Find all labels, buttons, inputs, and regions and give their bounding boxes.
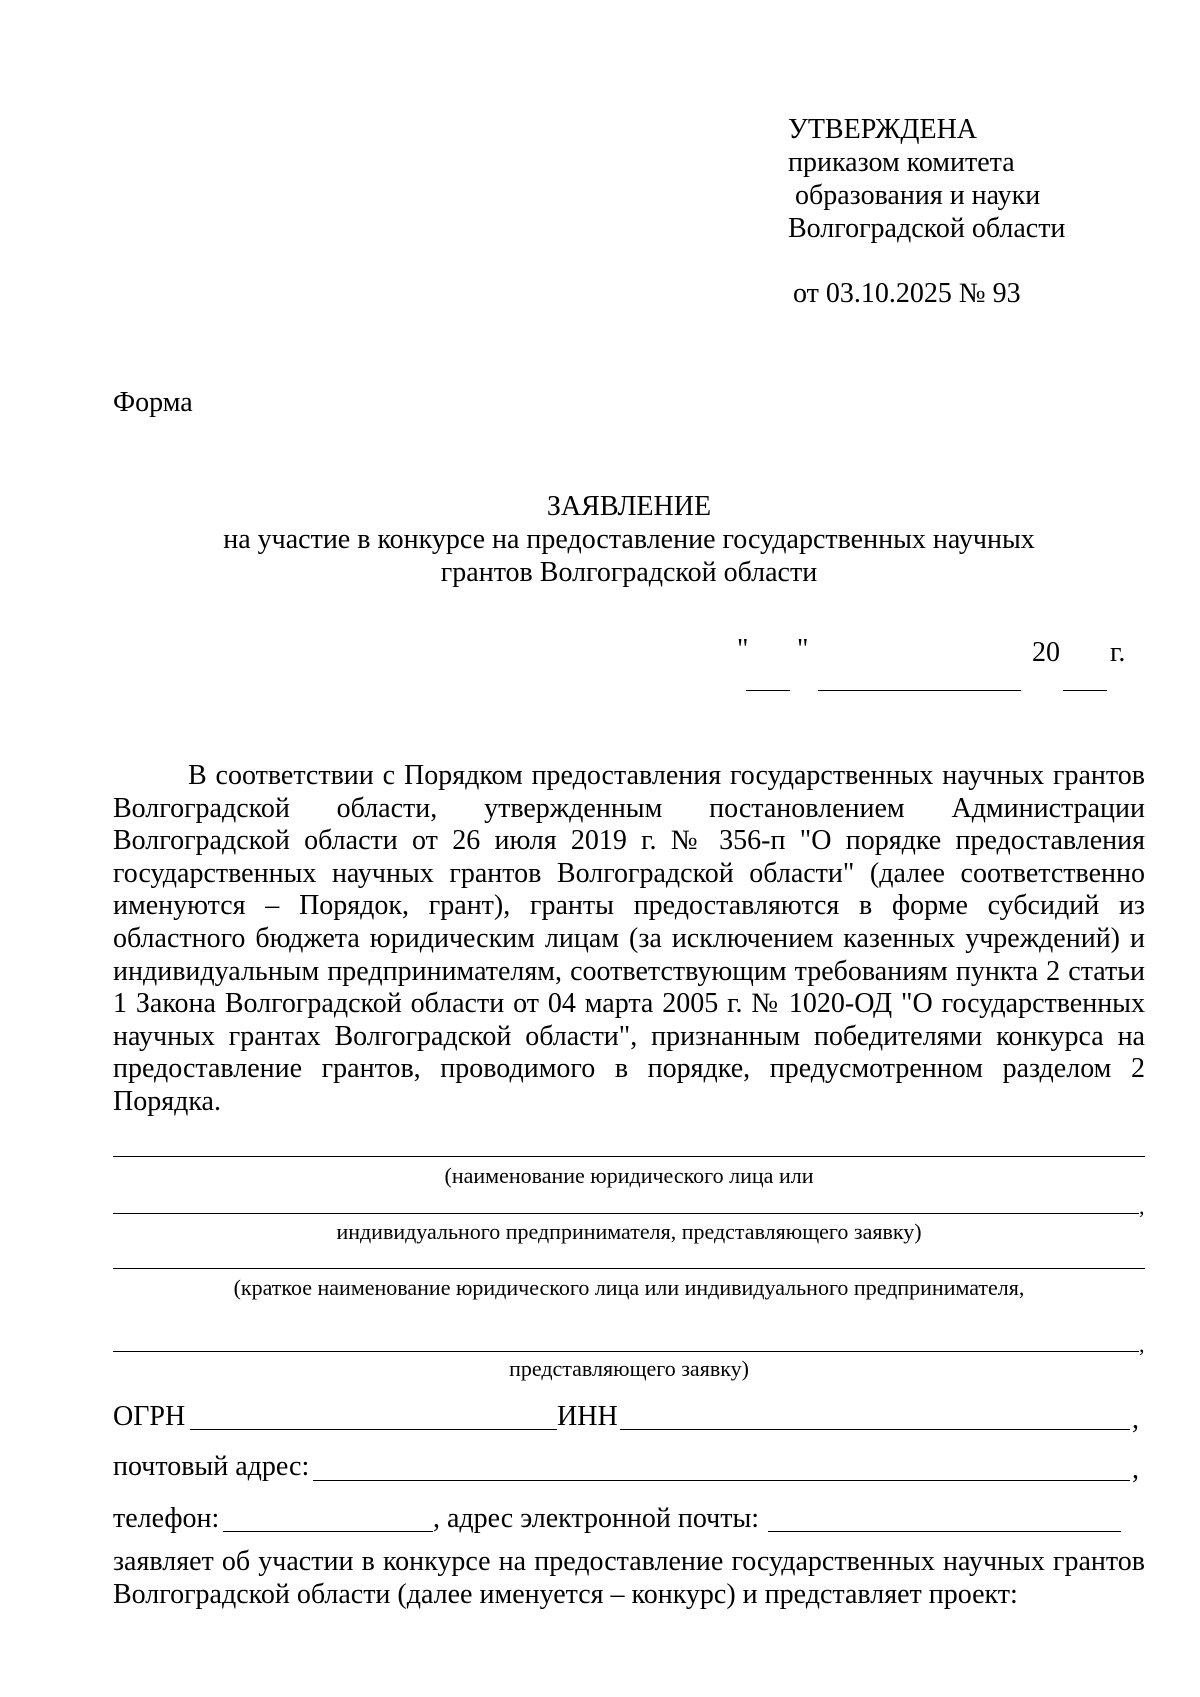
final-paragraph-text: заявляет об участии в конкурсе на предоставление государственных научных грантов Волгоградской области (далее именуется – конкурс) и представляет проект: (113, 1546, 1145, 1610)
phone-label: телефон: (113, 1503, 220, 1534)
date-quote-open: " (737, 634, 749, 665)
comma: , (1139, 1332, 1145, 1357)
ogrn-label: ОГРН (113, 1401, 186, 1432)
title-heading: ЗАЯВЛЕНИЕ (546, 491, 712, 522)
month-field[interactable] (818, 690, 1021, 691)
year-field[interactable] (1063, 690, 1107, 691)
title-subtitle: на участие в конкурсе на предоставление государственных научных (223, 524, 1035, 555)
document-title (113, 490, 1145, 589)
email-field[interactable] (768, 1531, 1121, 1532)
main-paragraph (113, 760, 1145, 1119)
caption-short-name-cont: представляющего заявку) (509, 1356, 749, 1381)
approval-line: приказом комитета (788, 147, 1015, 178)
year-prefix: 20 (1032, 637, 1060, 668)
approval-line: образования и науки (795, 180, 1041, 211)
short-name-line-2[interactable] (113, 1351, 1139, 1352)
title-subtitle: грантов Волгоградской области (440, 557, 818, 588)
inn-label: ИНН (557, 1401, 618, 1432)
caption-name-cont: индивидуального предпринимателя, представляющего заявку) (336, 1219, 922, 1244)
day-field[interactable] (746, 690, 790, 691)
form-label: Форма (113, 387, 193, 418)
caption-name: (наименование юридического лица или (444, 1163, 814, 1188)
approval-block (788, 113, 1065, 245)
approval-line: Волгоградской области (788, 213, 1066, 244)
caption-short-name: (краткое наименование юридического лица или индивидуального предпринимателя, (233, 1275, 1025, 1300)
comma: , (1132, 1404, 1139, 1435)
full-name-line-1[interactable] (113, 1156, 1145, 1157)
email-label: , адрес электронной почты: (433, 1503, 760, 1534)
comma: , (1132, 1454, 1139, 1485)
address-label: почтовый адрес: (113, 1451, 310, 1482)
final-paragraph (113, 1545, 1145, 1611)
approval-title: УТВЕРЖДЕНА (788, 114, 978, 145)
main-paragraph-text: В соответствии с Порядком предоставления государственных научных грантов Волгоградской области, утвержденным постановлением Администрации Волгоградской области от 26 июля 2019 г. № 356-п "О порядке предоставления государственных научных грантов Волгоградской области" (далее соответственно именуются – Порядок, грант), гранты предоставляются в форме субсидий из областного бюджета юридическим лицам (за исключением казенных учреждений) и индивидуальным предпринимателям, соответствующим требованиям пункта 2 статьи 1 Закона Волгоградской области от 04 марта 2005 г. № 1020-ОД "О государственных научных грантах Волгоградской области", признанным победителями конкурса на предоставление грантов, проводимого в порядке, предусмотренном разделом 2 Порядка. (113, 760, 1145, 1117)
full-name-line-2[interactable] (113, 1213, 1139, 1214)
comma: , (1139, 1194, 1145, 1219)
date-quote-close: " (797, 634, 809, 665)
approval-date: от 03.10.2025 № 93 (793, 278, 1021, 309)
phone-field[interactable] (223, 1531, 433, 1532)
address-field[interactable] (313, 1480, 1130, 1481)
inn-field[interactable] (620, 1429, 1130, 1430)
year-suffix: г. (1110, 637, 1126, 668)
short-name-line-1[interactable] (113, 1268, 1145, 1269)
ogrn-field[interactable] (190, 1429, 557, 1430)
